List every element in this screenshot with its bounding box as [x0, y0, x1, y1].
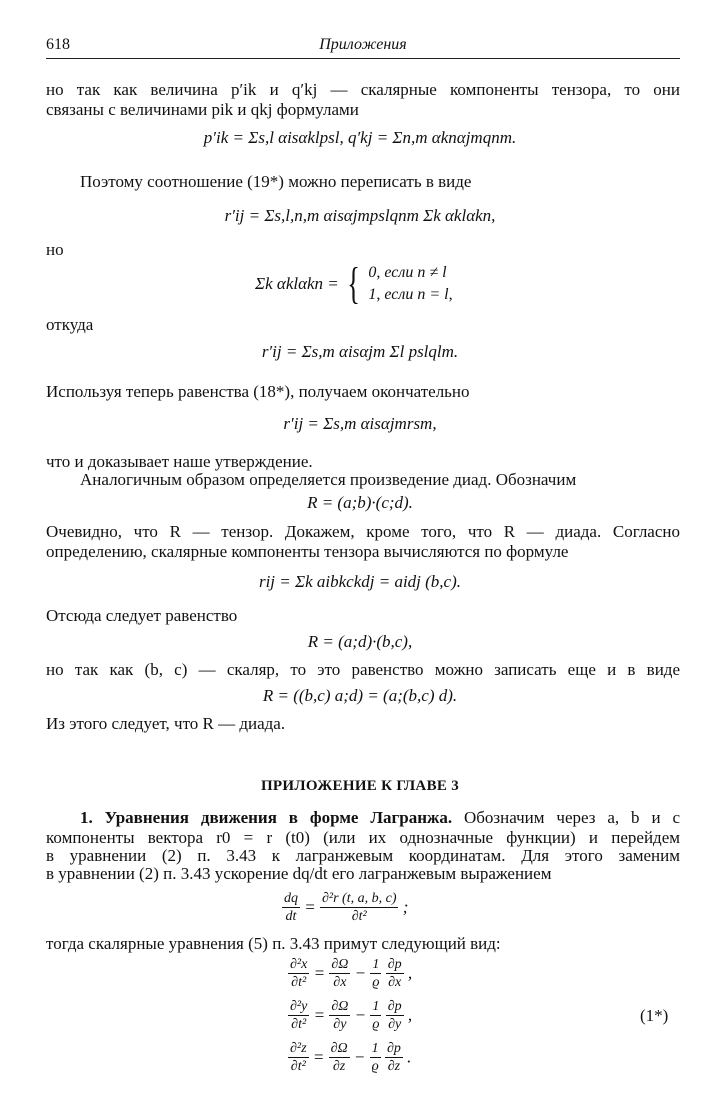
fraction: $\frac{\text{∂²y}}{\text{∂t²}}$	[290, 999, 308, 1032]
punctuation: ;	[402, 897, 409, 917]
text-line: Поэтому соотношение (19*) можно переписать в виде	[80, 172, 472, 191]
formula-r-prime-sum: r′ij = Σs,l,n,m αisαjmpslqnm Σk αklαkn,	[224, 206, 496, 225]
punctuation: .	[407, 1047, 412, 1067]
subsection-title: 1. Уравнения движения в форме Лагранжа.	[80, 808, 453, 827]
fraction: $\frac{\partial p}{\partial x}$	[387, 957, 402, 990]
text-line: Очевидно, что R — тензор. Докажем, кроме того, что R — диада. Согласно	[46, 522, 680, 541]
text-line: тогда скалярные уравнения (5) п. 3.43 примут следующий вид:	[46, 934, 501, 953]
page-number: 618	[46, 36, 70, 53]
cases-block	[368, 262, 452, 306]
text-line: Отсюда следует равенство	[46, 606, 238, 625]
fraction: $\frac{\partial p}{\partial z}$	[386, 1041, 401, 1074]
minus-sign: −	[353, 1047, 366, 1067]
text-line: в уравнении (2) п. 3.43 ускорение dq/dt его лагранжевым выражением	[46, 864, 552, 883]
punctuation: ,	[407, 963, 413, 983]
fraction: $\frac{\text{∂²z}}{\text{∂t²}}$	[290, 1041, 307, 1074]
fraction: $\frac{\partial\Omega}{\partial z}$	[330, 1041, 348, 1074]
equals-sign: =	[313, 1005, 326, 1025]
subsection-text: Обозначим через a, b и c	[452, 808, 680, 827]
formula-euler-x	[288, 956, 412, 991]
text-line: но	[46, 240, 64, 259]
equals-sign: =	[304, 897, 316, 917]
fraction: $\frac{\partial p}{\partial y}$	[387, 999, 402, 1032]
page-header	[46, 34, 680, 59]
formula-R-equality: R = (a;d)·(b,c),	[307, 632, 413, 651]
punctuation: ,	[407, 1005, 413, 1025]
section-first-line	[80, 808, 680, 828]
formula-euler-y	[288, 998, 412, 1033]
fraction: $\frac{\text{∂²x}}{\text{∂t²}}$	[290, 957, 308, 990]
formula-rij-components: rij = Σk aibkckdj = aidj (b,c).	[258, 572, 462, 591]
equation-number: (1*)	[640, 1006, 669, 1025]
text-line: Используя теперь равенства (18*), получаем окончательно	[46, 382, 470, 401]
text-line: компоненты вектора r0 = r (t0) (или их однозначные функции) и перейдем	[46, 828, 680, 847]
minus-sign: −	[354, 963, 367, 983]
text-line: откуда	[46, 315, 94, 334]
orthogonality-lhs: Σk αklαkn =	[255, 274, 339, 293]
case-one: 0, если n ≠ l	[368, 264, 447, 281]
text-line: связаны с величинами pik и qkj формулами	[46, 100, 359, 119]
fraction: $\frac{\partial\Omega}{\partial y}$	[331, 999, 349, 1032]
formula-euler-z	[288, 1040, 411, 1075]
section-heading: ПРИЛОЖЕНИЕ К ГЛАВЕ 3	[260, 778, 460, 794]
text-line: определению, скалярные компоненты тензора вычисляются по формуле	[46, 542, 569, 561]
fraction: $\frac{dq}{dt}$	[284, 891, 298, 924]
case-two: 1, если n = l,	[368, 286, 453, 303]
fraction: $\frac{\text{∂²r (t, a, b, c)}}{\text{∂t²}}$	[321, 891, 397, 924]
running-title: Приложения	[319, 36, 407, 53]
fraction: $\frac{1}{ϱ}$	[371, 1041, 379, 1074]
formula-r-prime-final: r′ij = Σs,m αisαjmrsm,	[283, 414, 437, 433]
formula-orthogonality	[255, 259, 453, 312]
formula-transform-pq: p′ik = Σs,l αisαklpsl, q′kj = Σn,m αknαjmqnm.	[203, 128, 517, 147]
fraction: $\frac{1}{ϱ}$	[372, 999, 380, 1032]
formula-r-prime-reduced: r′ij = Σs,m αisαjm Σl pslqlm.	[261, 342, 459, 361]
formula-dyad-product: R = (a;b)·(c;d).	[307, 493, 413, 512]
text-line: но так как величина p′ik и q′kj — скалярные компоненты тензора, то они	[46, 80, 680, 99]
text-line: в уравнении (2) п. 3.43 к лагранжевым координатам. Для этого заменим	[46, 846, 680, 865]
fraction: $\frac{1}{ϱ}$	[372, 957, 380, 990]
equals-sign: =	[312, 1047, 325, 1067]
left-brace: {	[347, 259, 360, 308]
equals-sign: =	[313, 963, 326, 983]
formula-lagrange-acceleration	[282, 890, 408, 925]
text-line: что и доказывает наше утверждение.	[46, 452, 313, 471]
minus-sign: −	[354, 1005, 367, 1025]
formula-R-dyad: R = ((b,c) a;d) = (a;(b,c) d).	[262, 686, 458, 705]
fraction: $\frac{\partial\Omega}{\partial x}$	[331, 957, 349, 990]
text-line: Аналогичным образом определяется произведение диад. Обозначим	[80, 470, 577, 489]
text-line: но так как (b, c) — скаляр, то это равенство можно записать еще и в виде	[46, 660, 680, 679]
text-line: Из этого следует, что R — диада.	[46, 714, 286, 733]
